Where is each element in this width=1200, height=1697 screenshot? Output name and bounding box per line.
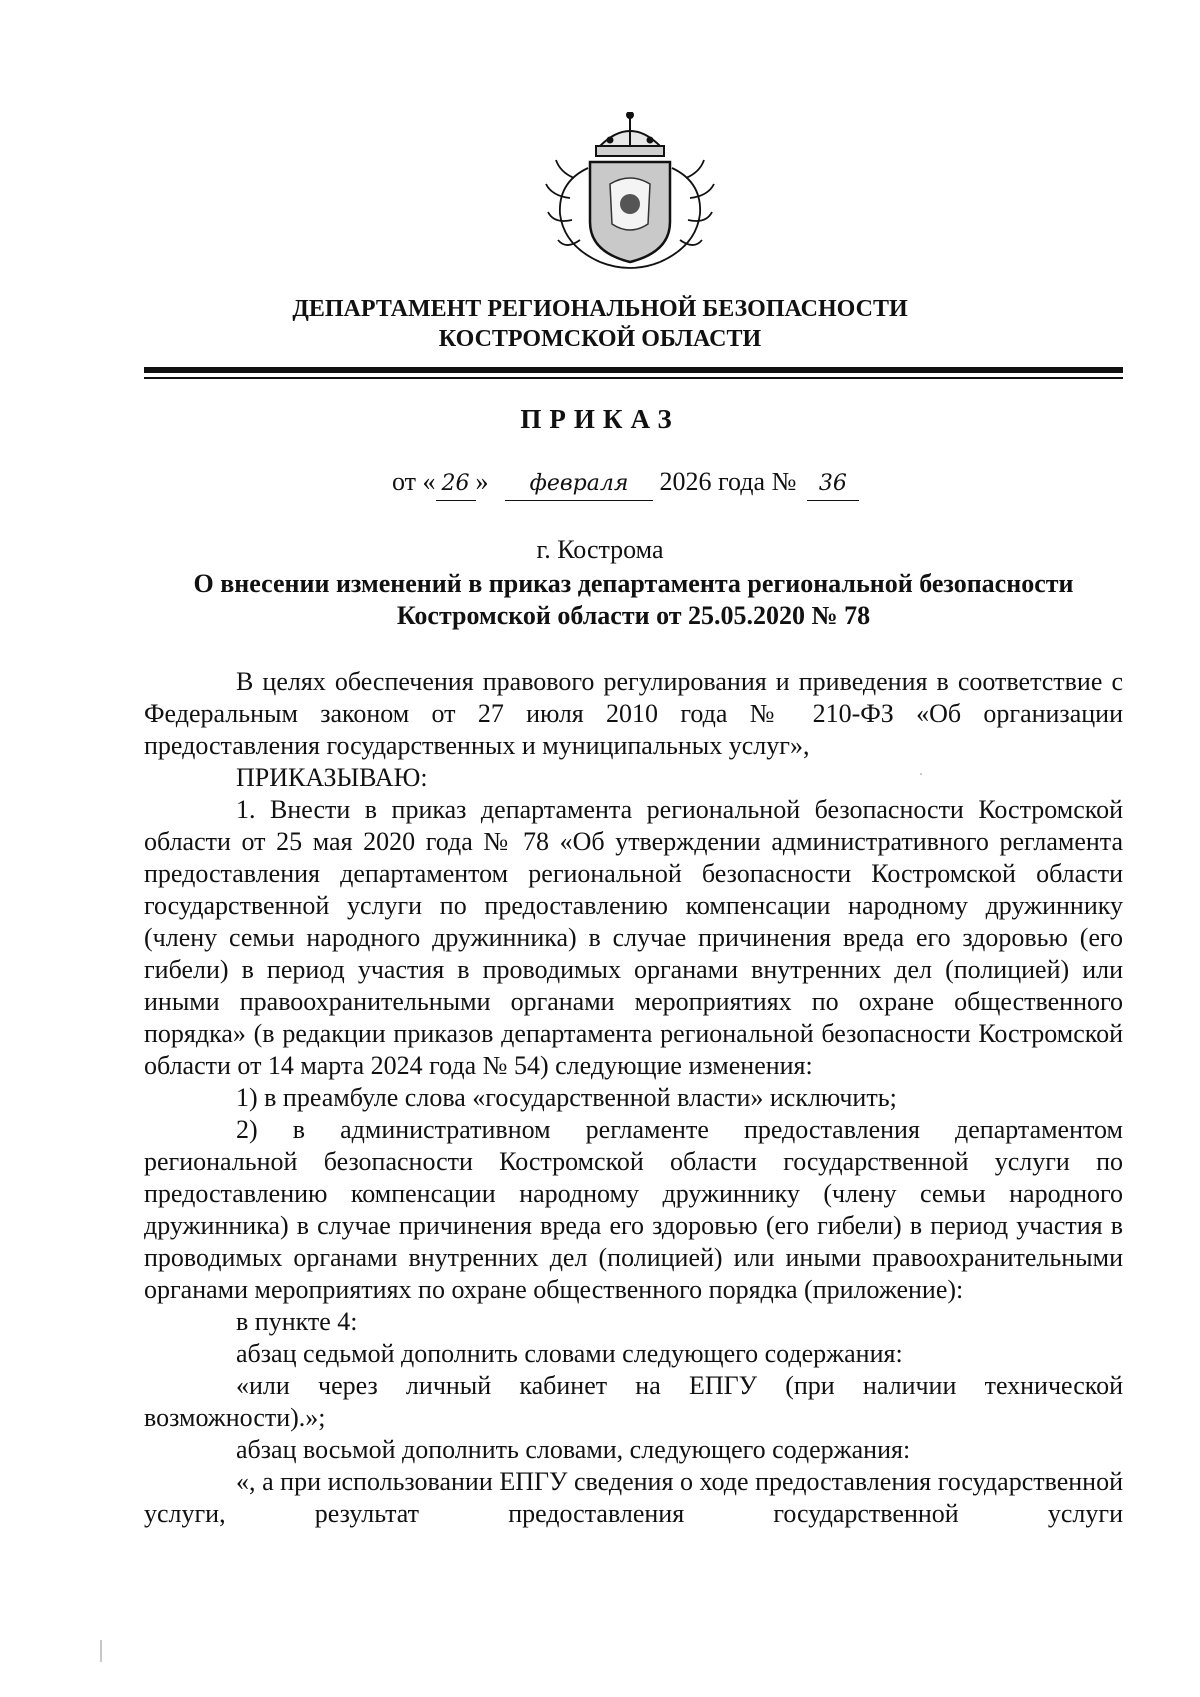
document-number: 36 (807, 468, 859, 501)
document-date-line (392, 462, 859, 502)
document-title: ПРИКАЗ (520, 404, 680, 434)
subject-line-1: О внесении изменений в приказ департамента региональной безопасности (193, 569, 1074, 598)
paragraph-point-4: в пункте 4: (236, 1307, 358, 1336)
date-day: 26 (436, 468, 476, 501)
coat-of-arms-emblem (530, 112, 730, 276)
shield-icon (590, 162, 670, 262)
header-divider-thin (144, 377, 1123, 379)
subject-line-2: Костромской области от 25.05.2020 № 78 (396, 601, 871, 630)
scan-speck (920, 773, 922, 775)
header-divider-thick (144, 367, 1123, 373)
date-month: февраля (505, 468, 653, 501)
paragraph-subitem-2: 2) в административном регламенте предоставления департаментом региональной безопасности Костромской области государственной услуги по предоставлению компенсации народному дружиннику (члену семьи народного дружинника) в случае причинения вреда его здоровью (его гибели) в период участия в проводимых органами внутренних дел (полицией) или иными правоохранительными органами мероприятиях по охране общественного порядка (приложение): (144, 1115, 1123, 1304)
department-name-line1: ДЕПАРТАМЕНТ РЕГИОНАЛЬНОЙ БЕЗОПАСНОСТИ (292, 296, 908, 322)
city-name: г. Кострома (536, 535, 664, 564)
date-prefix: от « (392, 467, 436, 496)
paragraph-quote-1: «или через личный кабинет на ЕПГУ (при наличии технической возможности).»; (144, 1371, 1123, 1432)
paragraph-seventh-abzac: абзац седьмой дополнить словами следующего содержания: (236, 1339, 903, 1368)
crown-icon (596, 112, 664, 156)
paragraph-order-word: ПРИКАЗЫВАЮ: (236, 763, 428, 792)
paragraph-eighth-abzac: абзац восьмой дополнить словами, следующего содержания: (236, 1435, 911, 1464)
paragraph-subitem-1: 1) в преамбуле слова «государственной власти» исключить; (236, 1083, 897, 1112)
paragraph-item-1: 1. Внести в приказ департамента региональной безопасности Костромской области от 25 мая 2020 года № 78 «Об утверждении административного регламента предоставления департаментом региональной безопасности Костромской области государственной услуги по предоставлению компенсации народному дружиннику (члену семьи народного дружинника) в случае причинения вреда его здоровью (его гибели) в период участия в проводимых органами внутренних дел (полицией) или иными правоохранительными органами мероприятиях по охране общественного порядка» (в редакции приказов департамента региональной безопасности Костромской области от 14 марта 2024 года № 54) следующие изменения: (144, 795, 1123, 1080)
date-year: 2026 года № (659, 467, 797, 496)
paragraph-quote-2: «, а при использовании ЕПГУ сведения о ходе предоставления государственной услуги, результат предоставления государственной услуги (144, 1467, 1123, 1528)
department-name-line2: КОСТРОМСКОЙ ОБЛАСТИ (438, 326, 762, 352)
paragraph-preamble: В целях обеспечения правового регулирования и приведения в соответствие с Федеральным законом от 27 июля 2010 года № 210-ФЗ «Об организации предоставления государственных и муниципальных услуг», (144, 667, 1123, 760)
scan-margin-mark (100, 1640, 102, 1662)
document-subject (144, 568, 1123, 632)
date-close-quote: » (475, 467, 489, 496)
document-body (144, 666, 1123, 1530)
